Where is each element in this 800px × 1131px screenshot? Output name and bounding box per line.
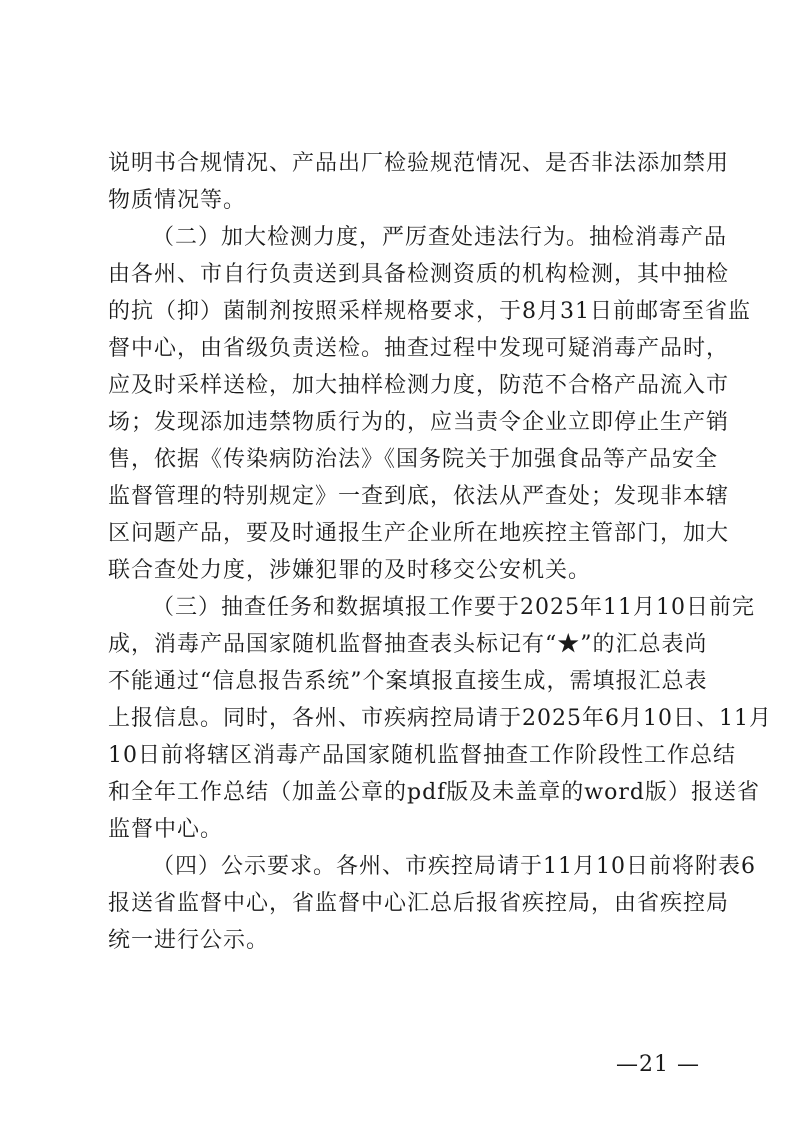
text-line: 报送省监督中心，省监督中心汇总后报省疾控局，由省疾控局 xyxy=(108,891,730,916)
text-line: （二）加大检测力度，严厉查处违法行为。抽检消毒产品 xyxy=(152,225,728,250)
paragraph-3 xyxy=(108,589,772,848)
text-line: 和全年工作总结（加盖公章的pdf版及未盖章的word版）报送省 xyxy=(108,780,760,805)
text-line: 售，依据《传染病防治法》《国务院关于加强食品等产品安全 xyxy=(108,447,719,472)
paragraph-4 xyxy=(108,848,756,959)
paragraph-1 xyxy=(108,145,730,219)
text-line: 应及时采样送检，加大抽样检测力度，防范不合格产品流入市 xyxy=(108,373,730,398)
text-line: 场；发现添加违禁物质行为的，应当责令企业立即停止生产销 xyxy=(108,410,730,435)
text-line: 的抗（抑）菌制剂按照采样规格要求，于8月31日前邮寄至省监 xyxy=(108,299,751,324)
page-number: —21 — xyxy=(616,1052,700,1077)
text-line: 区问题产品，要及时通报生产企业所在地疾控主管部门，加大 xyxy=(108,521,730,546)
paragraph-2 xyxy=(108,219,751,589)
text-line: 监督中心。 xyxy=(108,817,224,842)
text-line: 10日前将辖区消毒产品国家随机监督抽查工作阶段性工作总结 xyxy=(108,743,736,768)
body-text xyxy=(108,145,772,959)
text-line: 联合查处力度，涉嫌犯罪的及时移交公安机关。 xyxy=(108,558,592,583)
text-line: 物质情况等。 xyxy=(108,188,247,213)
text-line: 成，消毒产品国家随机监督抽查表头标记有“★”的汇总表尚 xyxy=(108,632,708,657)
text-line: 督中心，由省级负责送检。抽查过程中发现可疑消毒产品时， xyxy=(108,336,730,361)
text-line: 说明书合规情况、产品出厂检验规范情况、是否非法添加禁用 xyxy=(108,151,730,176)
text-line: 由各州、市自行负责送到具备检测资质的机构检测，其中抽检 xyxy=(108,262,730,287)
text-line: 不能通过“信息报告系统”个案填报直接生成，需填报汇总表 xyxy=(108,669,708,694)
text-line: 监督管理的特别规定》一查到底，依法从严查处；发现非本辖 xyxy=(108,484,730,509)
text-line: 统一进行公示。 xyxy=(108,928,270,953)
text-line: （四）公示要求。各州、市疾控局请于11月10日前将附表6 xyxy=(152,854,756,879)
text-line: （三）抽查任务和数据填报工作要于2025年11月10日前完 xyxy=(152,595,755,620)
text-line: 上报信息。同时，各州、市疾病控局请于2025年6月10日、11月 xyxy=(108,706,772,731)
